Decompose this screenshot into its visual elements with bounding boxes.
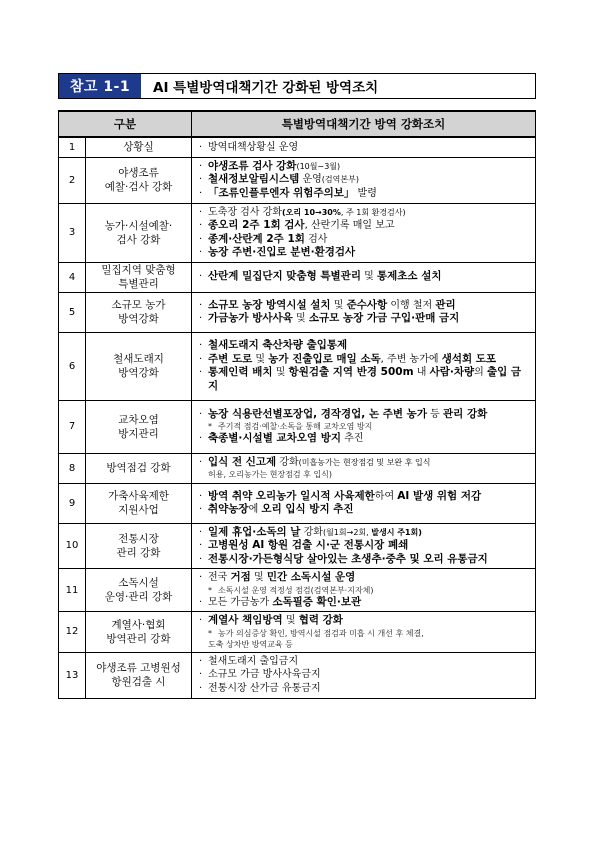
- emphasized-text: 사람·차량: [429, 366, 475, 378]
- row-measures: [192, 203, 536, 262]
- reference-label: 참고 1-1: [59, 74, 141, 98]
- row-number: 9: [59, 483, 86, 523]
- category-line: 전통시장: [118, 532, 159, 545]
- measure-item: [198, 456, 529, 470]
- emphasized-text: 통제초소 설치: [377, 270, 442, 283]
- row-category: [86, 262, 192, 292]
- emphasized-text: 민간 소독시설 운영: [266, 571, 356, 583]
- row-number: 1: [59, 137, 86, 157]
- measure-item: [198, 366, 529, 393]
- measure-text: , 주변 농가에: [380, 353, 442, 365]
- emphasized-text: 소규모 농장 가금 구입·판매 금지: [308, 312, 460, 324]
- emphasized-text: 철새도래지 축산차량 출입통제: [208, 339, 348, 351]
- measure-text: 및: [360, 271, 377, 283]
- measure-item: [198, 571, 529, 585]
- emphasized-text: 발생시 주1회): [371, 527, 422, 537]
- measure-note: * 주기적 점검·예찰·소독을 통해 교차오염 방지: [198, 421, 529, 432]
- emphasized-text: 소규모 농장 방역시설 설치: [208, 298, 331, 311]
- row-number: 8: [59, 453, 86, 483]
- row-measures: [192, 612, 536, 653]
- emphasized-text: 방역 취약 오리농가 일시적 사육제한: [208, 489, 375, 502]
- row-number: 12: [59, 612, 86, 653]
- row-measures: [192, 292, 536, 332]
- category-line: 상황실: [123, 141, 154, 154]
- measure-item: [198, 299, 529, 313]
- measure-text: (월1회→2회,: [322, 527, 372, 537]
- measure-item: [198, 160, 529, 174]
- measure-item: [198, 246, 529, 260]
- header-category: 구분: [59, 111, 192, 137]
- emphasized-text: 계열사 책임방역: [208, 614, 283, 626]
- emphasized-text: 전통시장·가든형식당 살아있는 초생추·중추 및 오리 유통금지: [208, 552, 488, 565]
- measure-text: 및: [282, 615, 299, 626]
- category-line: 밀집지역 맞춤형: [101, 264, 176, 276]
- measure-item: [198, 539, 529, 553]
- row-category: [86, 137, 192, 157]
- table-row: [59, 332, 536, 400]
- table-row: [59, 292, 536, 332]
- measure-text: 강화: [276, 456, 299, 468]
- measure-text: , 산란기록 매일 보고: [304, 220, 395, 231]
- category-line: 운영·관리 강화: [104, 591, 173, 603]
- measure-text: 검사: [304, 233, 328, 245]
- measure-item: [198, 526, 529, 540]
- measure-item: [198, 432, 529, 446]
- row-measures: [192, 137, 536, 157]
- measure-item: [198, 408, 529, 422]
- measure-text: 및: [272, 367, 289, 378]
- measure-continuation: 도축 상차반 방역교육 등: [208, 639, 293, 649]
- measure-item: [198, 668, 529, 682]
- page-title-bar: [58, 73, 536, 99]
- measure-item: [198, 312, 529, 326]
- table-header-row: [59, 111, 536, 137]
- category-line: 교차오염: [118, 413, 159, 426]
- measure-text: 철새도래지 출입금지: [208, 655, 299, 667]
- category-line: 검사 강화: [116, 233, 161, 246]
- table-row: [59, 483, 536, 523]
- row-category: [86, 332, 192, 400]
- measure-item: [198, 614, 529, 628]
- emphasized-text: (오리 10→30%: [281, 207, 341, 217]
- emphasized-text: AI 발생 위험 저감: [397, 489, 482, 502]
- page-title: AI 특별방역대책기간 강화된 방역조치: [153, 80, 379, 96]
- measure-text: 에: [248, 504, 262, 515]
- measure-item: [198, 503, 529, 517]
- row-category: [86, 157, 192, 203]
- row-measures: [192, 483, 536, 523]
- row-category: [86, 523, 192, 569]
- measure-item: [198, 270, 529, 284]
- measure-item: [198, 490, 529, 504]
- emphasized-text: 「조류인플루엔자 위험주의보」: [208, 186, 355, 199]
- row-category: [86, 400, 192, 453]
- header-measures: 특별방역대책기간 방역 강화조치: [192, 111, 536, 137]
- emphasized-text: 고병원성 AI 항원 검출 시·군 전통시장 폐쇄: [208, 539, 409, 551]
- table-row: [59, 523, 536, 569]
- measure-item: [198, 141, 529, 155]
- category-line: 방역관리 강화: [106, 632, 171, 645]
- table-row: [59, 157, 536, 203]
- table-row: [59, 137, 536, 157]
- category-line: 방지관리: [118, 427, 159, 440]
- category-line: 계열사·협회: [111, 618, 166, 631]
- emphasized-text: 축종별·시설별 교차오염 방지: [208, 432, 342, 444]
- category-line: 방역강화: [118, 367, 159, 379]
- row-category: [86, 203, 192, 262]
- emphasized-text: 취약농장: [208, 503, 249, 515]
- measure-item: [198, 206, 529, 220]
- measure-text: 전국: [208, 572, 231, 583]
- category-line: 방역점검 강화: [106, 462, 171, 474]
- row-category: [86, 483, 192, 523]
- measure-text: 및: [252, 353, 269, 365]
- measure-item: [198, 339, 529, 353]
- category-line: 소독시설: [118, 577, 159, 589]
- measure-item: [198, 219, 529, 233]
- row-category: [86, 569, 192, 612]
- table-row: [59, 400, 536, 453]
- measure-text: 등: [426, 408, 444, 420]
- row-number: 13: [59, 652, 86, 698]
- row-number: 2: [59, 157, 86, 203]
- measure-text: 의: [474, 367, 487, 378]
- emphasized-text: 농장 주변·진입로 분변·환경검사: [208, 246, 356, 258]
- measure-continuation: 허용, 오리농가는 현장점검 후 입식): [208, 470, 333, 480]
- measure-text: 강화: [300, 526, 323, 538]
- emphasized-text: 항원검출 지역 반경 500m: [288, 366, 414, 378]
- emphasized-text: 출입 금지: [208, 366, 522, 392]
- emphasized-text: 관리 강화: [443, 407, 488, 420]
- measure-text: 소규모 가금 방사사육금지: [208, 669, 321, 681]
- measure-item: [198, 187, 529, 201]
- row-number: 7: [59, 400, 86, 453]
- measure-text: 및: [330, 299, 347, 311]
- category-line: 농가·시설예찰·: [104, 219, 173, 232]
- row-category: [86, 453, 192, 483]
- measure-text: (미흡농가는 현장점검 및 보완 후 입식: [298, 457, 431, 467]
- row-number: 4: [59, 262, 86, 292]
- emphasized-text: 가금농가 방사사육: [208, 312, 293, 324]
- emphasized-text: 입식 전 신고제: [208, 455, 277, 468]
- row-measures: [192, 569, 536, 612]
- table-row: [59, 612, 536, 653]
- category-line: 방역강화: [118, 313, 159, 325]
- emphasized-text: 종계·산란계 2주 1회: [208, 232, 305, 245]
- measure-item: [198, 173, 529, 187]
- row-number: 5: [59, 292, 86, 332]
- row-number: 3: [59, 203, 86, 262]
- table-row: [59, 262, 536, 292]
- measure-item: [198, 353, 529, 367]
- measure-text: 발령: [354, 187, 377, 199]
- emphasized-text: 야생조류 검사 강화: [208, 159, 297, 172]
- measure-text: 하여: [374, 490, 398, 502]
- measure-text: (검역본부): [321, 175, 359, 185]
- category-line: 가축사육제한: [108, 490, 169, 502]
- category-line: 특별관리: [118, 278, 159, 290]
- measure-item: [198, 596, 529, 610]
- category-line: 야생조류: [118, 167, 159, 179]
- emphasized-text: 주변 도로: [208, 352, 253, 365]
- row-number: 10: [59, 523, 86, 569]
- row-measures: [192, 523, 536, 569]
- row-measures: [192, 400, 536, 453]
- table-row: [59, 453, 536, 483]
- row-measures: [192, 332, 536, 400]
- measure-text: 추진: [341, 433, 364, 444]
- measure-text: 및: [250, 572, 267, 583]
- measure-item: [198, 553, 529, 567]
- emphasized-text: 일제 휴업·소독의 날: [208, 525, 301, 538]
- measure-text: 내: [413, 367, 430, 378]
- row-category: [86, 612, 192, 653]
- row-category: [86, 292, 192, 332]
- category-line: 야생조류 고병원성: [96, 662, 181, 674]
- row-measures: [192, 453, 536, 483]
- emphasized-text: 농가 진출입로 매일 소독: [268, 352, 381, 365]
- category-line: 소규모 농가: [111, 299, 166, 311]
- emphasized-text: 준수사항: [346, 298, 388, 311]
- measure-text: 및: [292, 313, 309, 324]
- table-row: [59, 569, 536, 612]
- emphasized-text: 통제인력 배치: [208, 366, 273, 378]
- measure-note: * 농가 의심증상 확인, 방역시설 점검과 미흡 시 개선 후 체결,: [198, 628, 529, 639]
- emphasized-text: 소독필증 확인·보관: [272, 595, 362, 608]
- emphasized-text: 농장 식용란선별포장업, 경작경업, 논 주변 농가: [208, 407, 427, 420]
- row-measures: [192, 652, 536, 698]
- category-line: 관리 강화: [116, 546, 161, 559]
- emphasized-text: 철새정보알림시스템: [208, 173, 300, 186]
- measure-item: [198, 682, 529, 696]
- row-measures: [192, 157, 536, 203]
- category-line: 철새도래지: [113, 353, 164, 365]
- measure-text: 전통시장 산가금 유통금지: [208, 682, 321, 694]
- row-number: 11: [59, 569, 86, 612]
- emphasized-text: 거점: [230, 571, 251, 583]
- category-line: 지원사업: [118, 504, 159, 516]
- measure-text: 방역대책상황실 운영: [208, 141, 299, 153]
- table-row: [59, 203, 536, 262]
- category-line: 예찰·검사 강화: [104, 181, 173, 193]
- emphasized-text: 종오리 2주 1회 검사: [208, 219, 305, 231]
- emphasized-text: 산란계 밀집단지 맞춤형 특별관리: [208, 270, 361, 283]
- measure-note: * 소독시설 운영 적정성 점검(검역본부·지자체): [198, 585, 529, 596]
- emphasized-text: 관리: [435, 298, 456, 311]
- emphasized-text: 오리 입식 방지 추진: [261, 503, 354, 515]
- measure-text: (10월∼3월): [296, 161, 341, 171]
- emphasized-text: 협력 강화: [298, 614, 343, 626]
- row-measures: [192, 262, 536, 292]
- category-line: 항원검출 시: [111, 676, 166, 688]
- measure-text: 운영: [299, 174, 322, 186]
- row-category: [86, 652, 192, 698]
- table-row: [59, 652, 536, 698]
- row-number: 6: [59, 332, 86, 400]
- measures-table: [58, 110, 536, 699]
- measure-text: 이행 철저: [387, 299, 436, 311]
- measure-item: [198, 233, 529, 247]
- emphasized-text: 생석회 도포: [441, 352, 497, 365]
- measure-text: 도축장 검사 강화: [208, 206, 282, 218]
- measure-item: [198, 655, 529, 669]
- measure-text: 모든 가금농가: [208, 596, 273, 608]
- measure-text: , 주 1회 환경검사): [340, 207, 406, 217]
